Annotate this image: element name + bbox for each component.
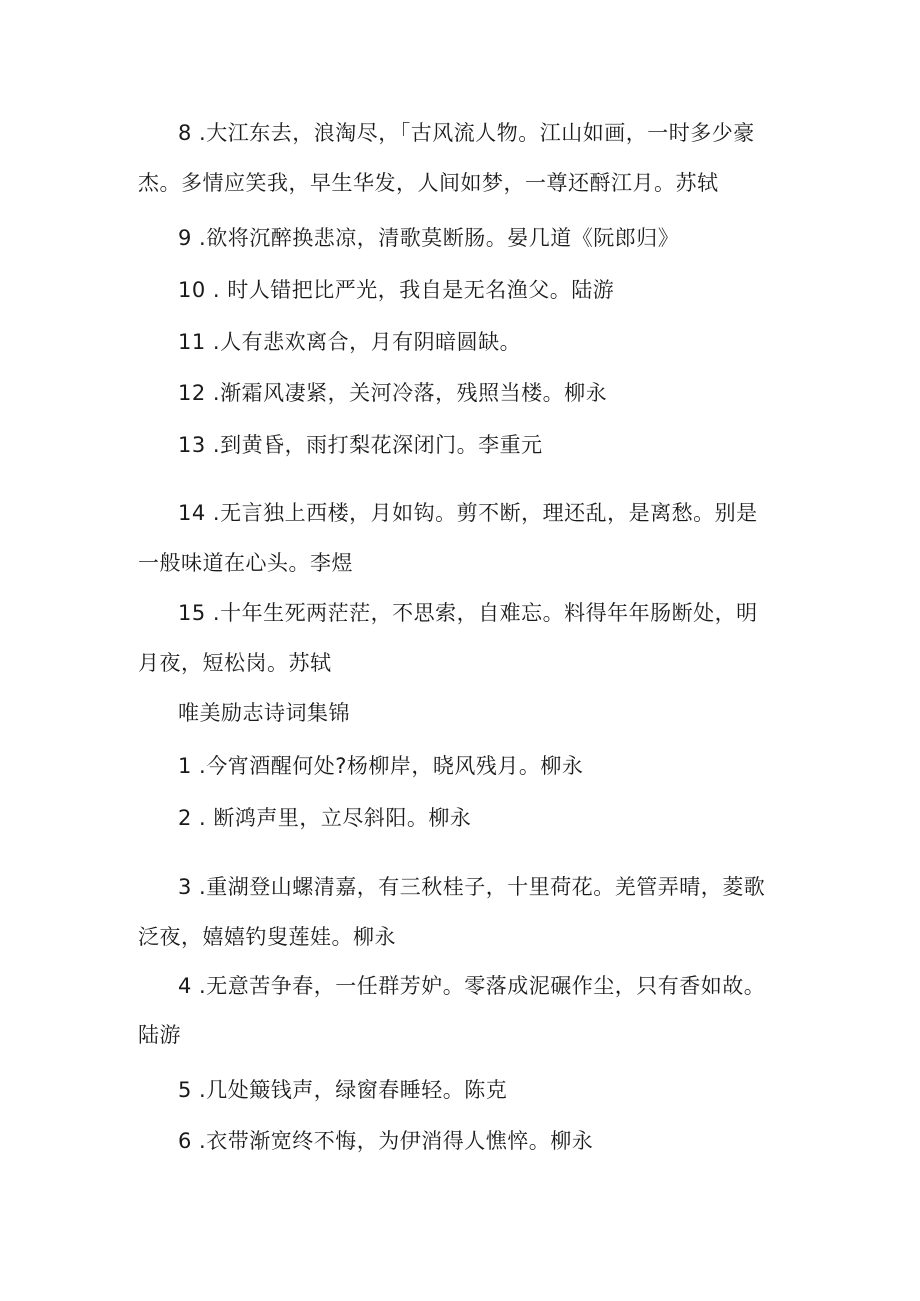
poem-line-6: 6 .衣带渐宽终不悔，为伊消得人憔悴。柳永 bbox=[178, 1129, 594, 1153]
section-heading: 唯美励志诗词集锦 bbox=[178, 701, 350, 725]
poem-line-15: 15 .十年生死两茫茫，不思索，自难忘。料得年年肠断处，明 bbox=[178, 601, 758, 625]
poem-line-5: 5 .几处簸钱声，绿窗春睡轻。陈克 bbox=[178, 1078, 508, 1102]
poem-line-3: 3 .重湖登山螺清嘉，有三秋桂子，十里荷花。羌管弄晴，菱歌 bbox=[178, 875, 766, 899]
poem-line-4: 4 .无意苦争春，一任群芳妒。零落成泥碾作尘，只有香如故。 bbox=[178, 974, 766, 998]
poem-line-4-cont: 陆游 bbox=[138, 1023, 181, 1047]
poem-line-1: 1 .今宵酒醒何处?杨柳岸，晓风残月。柳永 bbox=[178, 754, 584, 778]
poem-line-14: 14 .无言独上西楼，月如钩。剪不断，理还乱，是离愁。别是 bbox=[178, 501, 758, 525]
poem-line-2: 2 . 断鸿声里，立尽斜阳。柳永 bbox=[178, 806, 472, 830]
poem-line-13: 13 .到黄昏，雨打梨花深闭门。李重元 bbox=[178, 433, 543, 457]
poem-line-8-cont: 杰。多情应笑我，早生华发，人间如梦，一尊还酹江月。苏轼 bbox=[138, 171, 719, 195]
poem-line-3-cont: 泛夜，嬉嬉钓叟莲娃。柳永 bbox=[138, 925, 396, 949]
poem-line-12: 12 .渐霜风凄紧，关河冷落，残照当楼。柳永 bbox=[178, 381, 608, 405]
poem-line-14-cont: 一般味道在心头。李煜 bbox=[138, 551, 353, 575]
poem-line-15-cont: 月夜，短松岗。苏轼 bbox=[138, 651, 332, 675]
poem-line-11: 11 .人有悲欢离合，月有阴暗圆缺。 bbox=[178, 330, 522, 354]
poem-line-9: 9 .欲将沉醉换悲凉，清歌莫断肠。晏几道《阮郎归》 bbox=[178, 226, 680, 250]
poem-line-10: 10 . 时人错把比严光，我自是无名渔父。陆游 bbox=[178, 278, 615, 302]
poem-line-8: 8 .大江东去，浪淘尽，「古风流人物。江山如画，一时多少豪 bbox=[178, 121, 755, 145]
